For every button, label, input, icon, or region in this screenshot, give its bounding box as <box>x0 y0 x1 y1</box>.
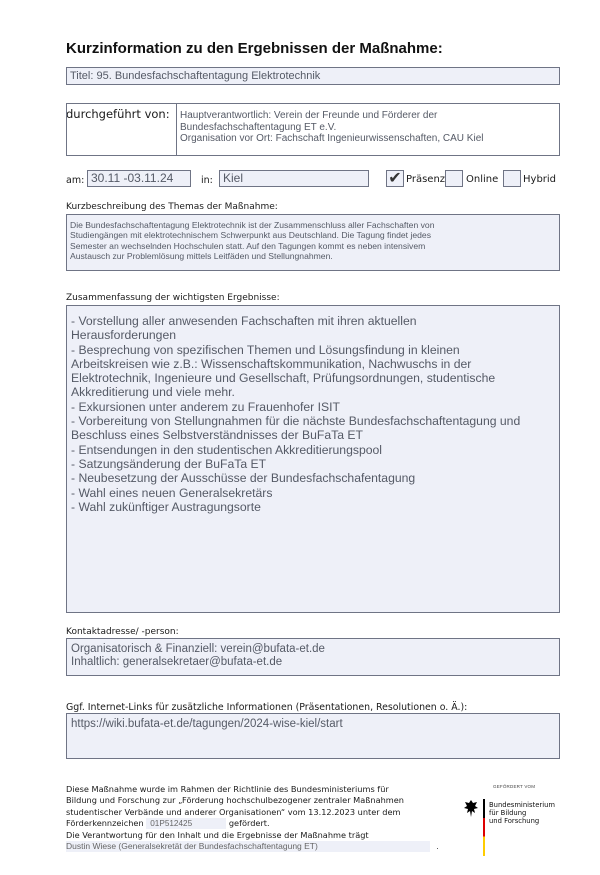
description-field[interactable]: Die Bundesfachschaftentagung Elektrotechnik ist der Zusammenschluss aller Fachschaften von Studiengängen mit elektrotechnischem Schwerpunkt aus Deutschland. Die Tagung findet jedes Semester an wechselnden Hochschulen statt. Auf den Tagungen kommt es neben intensivem Austausch zur Problemlösung mittels Leitfäden und Stellungnahmen. <box>66 214 560 271</box>
contact-label: Kontaktadresse/ -person: <box>66 627 179 637</box>
conducted-by-label: durchgeführt von: <box>66 107 170 121</box>
location-field[interactable]: Kiel <box>219 170 369 187</box>
federal-eagle-icon <box>463 799 479 824</box>
conducted-by-field[interactable]: Hauptverantwortlich: Verein der Freunde und Förderer der Bundesfachschaftentagung ET e.V. Organisation vor Ort: Fachschaft Ingenieurwissenschaften, CAU Kiel <box>66 103 560 156</box>
responsibility-text: Die Verantwortung für den Inhalt und die Ergebnisse der Maßnahme trägt <box>66 830 369 840</box>
funding-code-suffix: gefördert. <box>228 818 270 828</box>
conducted-by-divider <box>176 103 177 156</box>
hybrid-label: Hybrid <box>523 174 557 185</box>
title-field[interactable]: Titel: 95. Bundesfachschaftentagung Elektrotechnik <box>66 67 560 85</box>
links-label: Ggf. Internet-Links für zusätzliche Informationen (Präsentationen, Resolutionen o. Ä.): <box>66 702 468 713</box>
flag-stripe-icon <box>483 799 485 856</box>
responsible-person-period: . <box>436 841 439 851</box>
hybrid-checkbox[interactable] <box>503 170 521 187</box>
funded-by-label: GEFÖRDERT VOM <box>493 784 536 789</box>
praesenz-label: Präsenz <box>406 174 446 185</box>
ministry-name: Bundesministerium für Bildung und Forschung <box>489 801 556 825</box>
results-label: Zusammenfassung der wichtigsten Ergebnisse: <box>66 293 280 303</box>
results-field[interactable]: - Vorstellung aller anwesenden Fachschaften mit ihren aktuellen Herausforderungen - Besprechung von spezifischen Themen und Lösungsfindung in kleinen Arbeitskreisen wie z.B.: Wissenschaftskommunikation, Nachwuschs in der Elektrotechnik, Ingenieure und Gesellschaft, Prüfungsordnungen, studentische Akkreditierung und viele mehr. - Exkursionen unter anderem zu Frauenhofer ISIT - Vorbereitung von Stellungnahmen für die nächste Bundesfachschaftentagung und Beschluss eines Selbstverständnisses der BuFaTa ET - Entsendungen in den studentischen Akkreditierungspool - Satzungsänderung der BuFaTa ET - Neubesetzung der Ausschüsse der Bundesfachschafentagung - Wahl eines neuen Generalsekretärs - Wahl zukünftiger Austragungsorte <box>66 305 560 613</box>
funding-code-prefix: Förderkennzeichen <box>66 818 144 828</box>
links-field[interactable]: https://wiki.bufata-et.de/tagungen/2024-wise-kiel/start <box>66 713 560 759</box>
date-label: am: <box>66 175 85 186</box>
description-label: Kurzbeschreibung des Themas der Maßnahme: <box>66 202 278 212</box>
date-field[interactable]: 30.11 -03.11.24 <box>87 170 191 187</box>
praesenz-checkbox[interactable] <box>386 170 404 187</box>
check-icon: ✔ <box>388 170 402 187</box>
contact-field[interactable]: Organisatorisch & Finanziell: verein@bufata-et.de Inhaltlich: generalsekretaer@bufata-et.de <box>66 638 560 676</box>
funding-code-field[interactable]: 01P512425 <box>146 818 226 829</box>
funding-code-line <box>66 818 270 829</box>
responsible-person-field[interactable]: Dustin Wiese (Generalsekretät der Bundesfachschaftentagung ET) <box>66 841 430 852</box>
online-checkbox[interactable] <box>445 170 463 187</box>
responsible-person-line <box>66 841 439 852</box>
location-label: in: <box>201 175 213 186</box>
funding-notice: Diese Maßnahme wurde im Rahmen der Richtlinie des Bundesministeriums für Bildung und Forschung zur „Förderung hochschulbezogener zentraler Maßnahmen studentischer Verbände und anderer Organisationen“ vom 13.12.2023 unter dem <box>66 784 404 817</box>
page-title: Kurzinformation zu den Ergebnissen der Maßnahme: <box>66 40 443 57</box>
online-label: Online <box>466 174 499 185</box>
